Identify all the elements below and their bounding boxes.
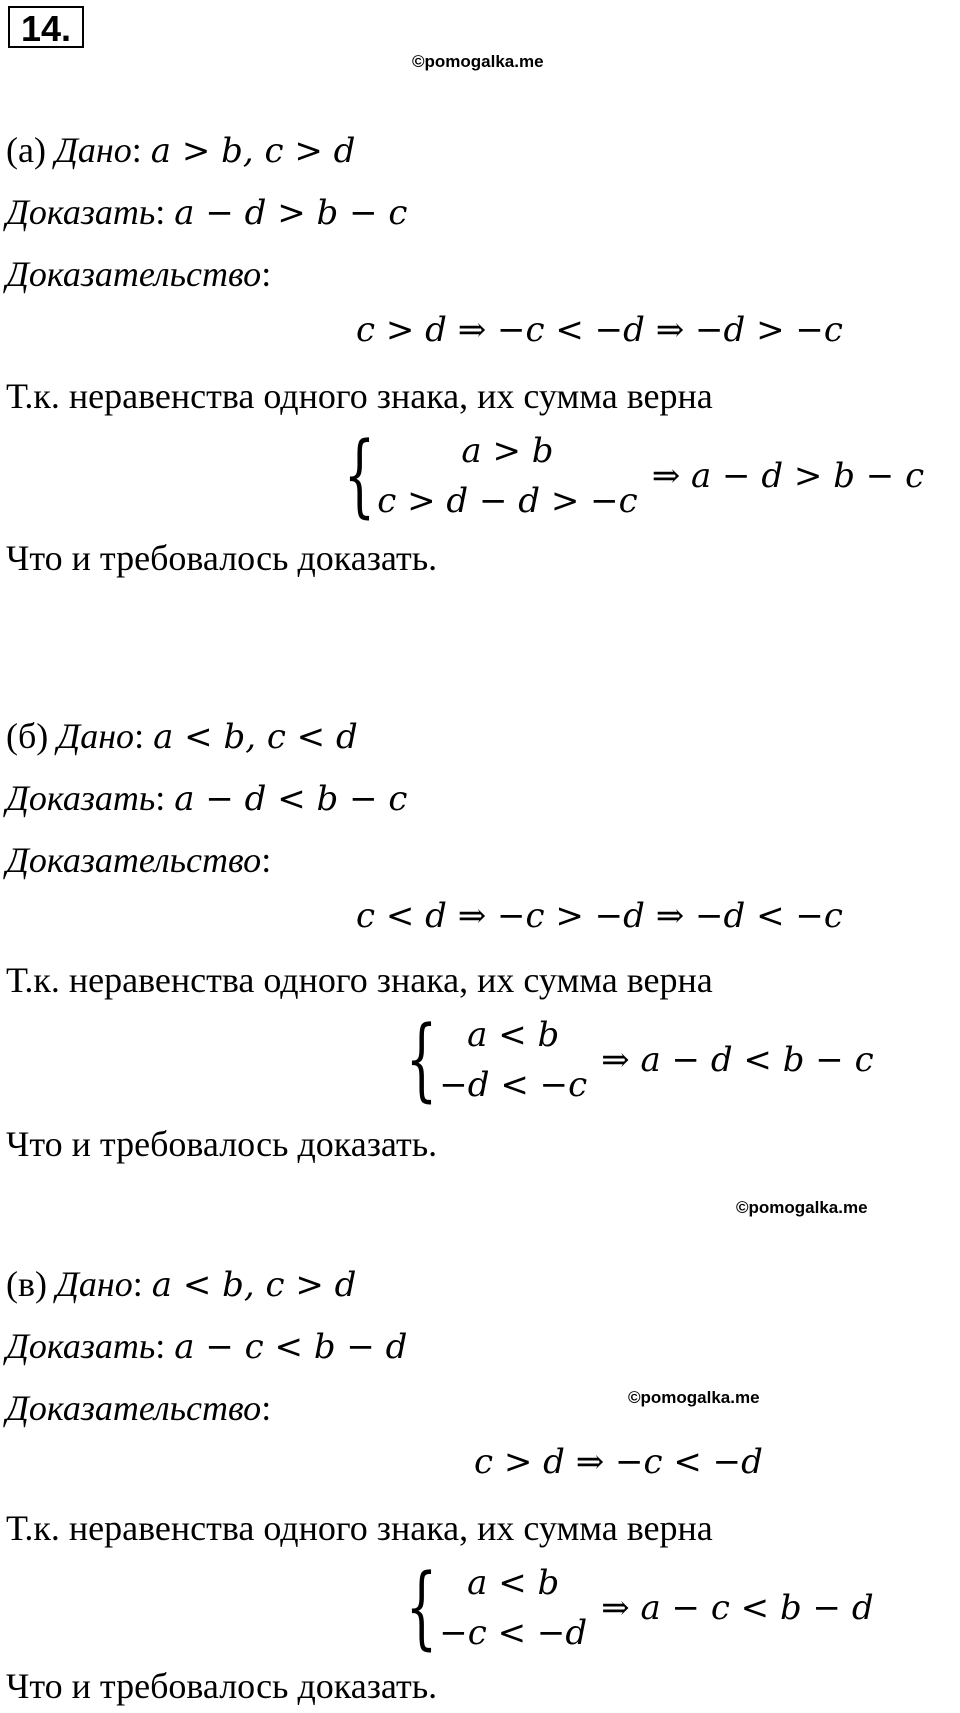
part-c-system-result: ⇒ a − c < b − d	[601, 1588, 874, 1628]
part-c-given-line: (в) Дано: a < b, c > d	[6, 1264, 357, 1305]
part-a-given-line: (а) Дано: a > b, c > d	[6, 130, 356, 171]
part-b-prove-expr: a − d < b − c	[174, 779, 408, 819]
part-c-prove-line: Доказать: a − c < b − d	[6, 1326, 408, 1367]
task-number: 14.	[8, 6, 84, 48]
part-c-proof-label: Доказательство	[6, 1388, 262, 1428]
part-c-system	[380, 1555, 874, 1660]
part-b-conclusion: Что и требовалось доказать.	[6, 1124, 438, 1164]
part-c-system-row2: −c < −d	[439, 1613, 588, 1653]
part-a-step: c > d ⇒ −c < −d ⇒ −d > −c	[356, 310, 843, 350]
part-a-prove-line: Доказать: a − d > b − c	[6, 192, 408, 233]
part-b-given-expr: a < b, c < d	[153, 717, 358, 757]
part-a-conclusion: Что и требовалось доказать.	[6, 538, 438, 578]
part-b-prove-label: Доказать	[6, 778, 156, 818]
part-c-prove-expr: a − c < b − d	[174, 1327, 408, 1367]
part-c-label: (в)	[6, 1264, 47, 1304]
watermark-lower: ©pomogalka.me	[628, 1388, 760, 1407]
part-b-reason: Т.к. неравенства одного знака, их сумма верна	[6, 960, 713, 1000]
part-c-conclusion: Что и требовалось доказать.	[6, 1666, 438, 1706]
part-c-proof-line: Доказательство:	[6, 1388, 272, 1428]
part-a-proof-line: Доказательство:	[6, 254, 272, 294]
part-b-step: c < d ⇒ −c > −d ⇒ −d < −c	[356, 896, 843, 936]
watermark-middle: ©pomogalka.me	[736, 1198, 868, 1217]
part-c-reason: Т.к. неравенства одного знака, их сумма верна	[6, 1508, 713, 1548]
part-c-given-label: Дано	[55, 1264, 133, 1304]
part-a-system-row2: c > d − d > −c	[377, 481, 638, 521]
part-c-brace: {	[405, 1555, 438, 1660]
part-a-given-expr: a > b, c > d	[150, 131, 356, 171]
part-a-system-row1: a > b	[461, 431, 554, 471]
part-c-given-expr: a < b, c > d	[151, 1265, 357, 1305]
part-a-prove-label: Доказать	[6, 192, 156, 232]
watermark-top: ©pomogalka.me	[412, 52, 544, 71]
part-b-label: (б)	[6, 716, 49, 756]
part-b-system-row1: a < b	[467, 1015, 560, 1055]
part-c-system-row1: a < b	[467, 1563, 560, 1603]
part-b-system-row2: −d < −c	[439, 1065, 588, 1105]
part-a-system-result: ⇒ a − d > b − c	[651, 456, 925, 496]
part-c-prove-label: Доказать	[6, 1326, 156, 1366]
part-a-given-label: Дано	[54, 130, 132, 170]
part-b-system-result: ⇒ a − d < b − c	[601, 1040, 874, 1080]
part-b-system	[380, 1007, 874, 1112]
part-b-prove-line: Доказать: a − d < b − c	[6, 778, 408, 819]
part-b-given-label: Дано	[57, 716, 135, 756]
part-a-prove-expr: a − d > b − c	[174, 193, 408, 233]
part-b-proof-label: Доказательство	[6, 840, 262, 880]
part-a-brace: {	[343, 423, 376, 528]
part-b-proof-line: Доказательство:	[6, 840, 272, 880]
part-c-step: c > d ⇒ −c < −d	[474, 1442, 763, 1482]
part-b-given-line: (б) Дано: a < b, c < d	[6, 716, 358, 757]
part-a-reason: Т.к. неравенства одного знака, их сумма верна	[6, 376, 713, 416]
part-a-proof-label: Доказательство	[6, 254, 262, 294]
part-a-label: (а)	[6, 130, 46, 170]
part-b-brace: {	[405, 1007, 438, 1112]
part-a-system	[318, 423, 925, 528]
